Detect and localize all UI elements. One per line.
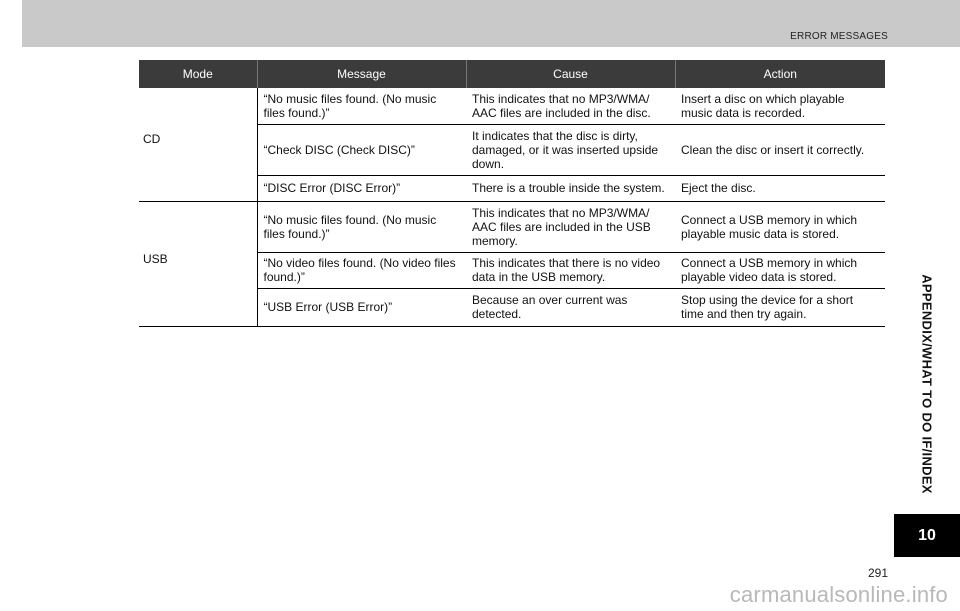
cause-cell: There is a trouble inside the system. [466, 175, 675, 201]
side-tab-label: APPENDIX/WHAT TO DO IF/INDEX [919, 274, 935, 494]
watermark-text: carmanualsonline.info [729, 582, 948, 607]
column-header-action: Action [675, 60, 885, 88]
action-cell: Clean the disc or insert it correctly. [675, 124, 885, 175]
action-cell: Connect a USB memory in which playable music data is stored. [675, 201, 885, 252]
table-row [139, 88, 885, 124]
cause-cell: Because an over current was detected. [466, 288, 675, 326]
action-cell: Insert a disc on which playable music data is recorded. [675, 88, 885, 124]
column-header-cause: Cause [466, 60, 675, 88]
mode-cell-cd: CD [139, 88, 257, 201]
cause-cell: This indicates that no MP3/WMA/ AAC files are included in the disc. [466, 88, 675, 124]
action-cell: Eject the disc. [675, 175, 885, 201]
column-header-mode: Mode [139, 60, 257, 88]
table-row [139, 201, 885, 252]
mode-cell-usb: USB [139, 201, 257, 326]
action-cell: Stop using the device for a short time and then try again. [675, 288, 885, 326]
cause-cell: This indicates that no MP3/WMA/ AAC files are included in the USB memory. [466, 201, 675, 252]
message-cell: “No music files found. (No music files found.)” [257, 201, 466, 252]
table-header-row [139, 60, 885, 88]
page-number: 291 [867, 566, 888, 580]
cause-cell: It indicates that the disc is dirty, damaged, or it was inserted upside down. [466, 124, 675, 175]
chapter-side-tab [894, 255, 960, 513]
chapter-number-badge: 10 [894, 514, 960, 557]
message-cell: “DISC Error (DISC Error)” [257, 175, 466, 201]
column-header-message: Message [257, 60, 466, 88]
action-cell: Connect a USB memory in which playable video data is stored. [675, 252, 885, 288]
cause-cell: This indicates that there is no video data in the USB memory. [466, 252, 675, 288]
section-title: ERROR MESSAGES [790, 31, 888, 42]
message-cell: “No music files found. (No music files found.)” [257, 88, 466, 124]
message-cell: “USB Error (USB Error)” [257, 288, 466, 326]
message-cell: “Check DISC (Check DISC)” [257, 124, 466, 175]
message-cell: “No video files found. (No video files found.)” [257, 252, 466, 288]
error-messages-table [139, 60, 885, 327]
